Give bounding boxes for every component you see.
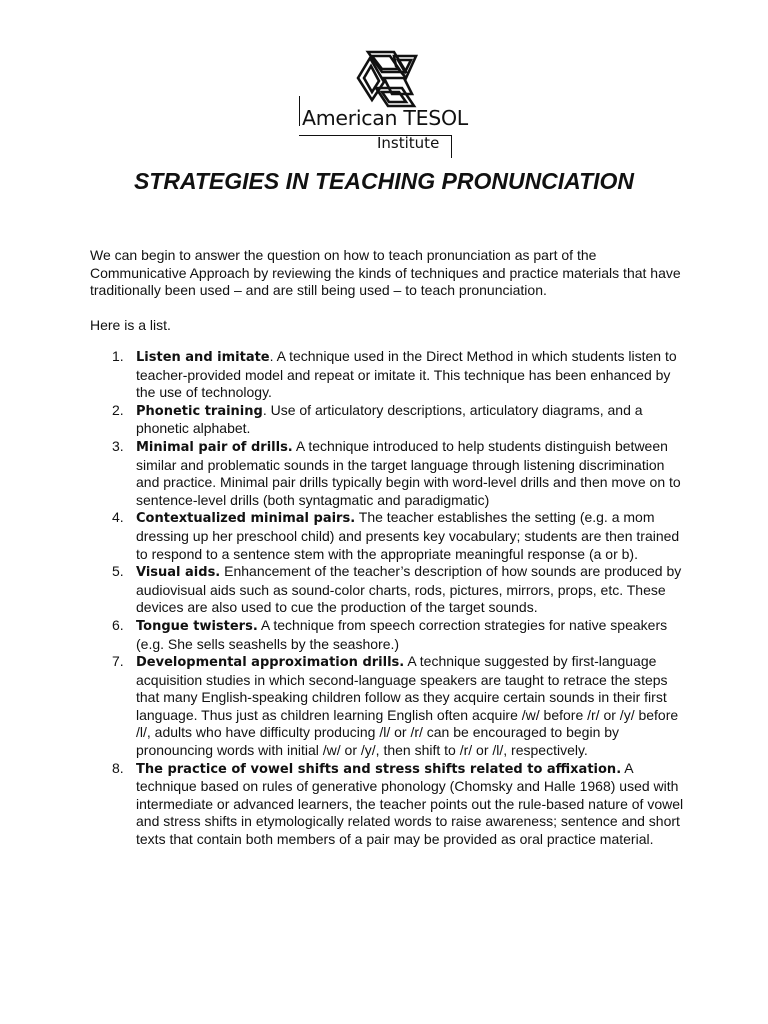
list-lead: Here is a list. bbox=[90, 317, 171, 333]
logo-name: American TESOL bbox=[302, 106, 468, 130]
logo-rule-left bbox=[299, 96, 300, 126]
technique-name: Listen and imitate bbox=[136, 350, 270, 365]
technique-description: A technique based on rules of generative phonology (Chomsky and Halle 1968) used with intermediate or advanced learners, the teacher points out the rule-based nature of vowel and stress shifts in etymologically related words to raise awareness; sentence and short texts that contain both members of a pair may be provided as oral practice material. bbox=[136, 759, 684, 848]
technique-description: The teacher establishes the setting (e.g. a mom dressing up her preschool child) and presents key vocabulary; students are then trained to respond to a sentence stem with the appropriate meaningful response (a or b). bbox=[136, 509, 680, 562]
list-item-number: 8. bbox=[112, 759, 124, 776]
intro-paragraph: We can begin to answer the question on how to teach pronunciation as part of the Communicative Approach by reviewing the kinds of techniques and practice materials that have traditionally been used – and are still being used – to teach pronunciation. bbox=[90, 247, 681, 299]
list-item bbox=[90, 509, 690, 563]
technique-list bbox=[90, 348, 690, 849]
list-item-number: 3. bbox=[112, 437, 124, 454]
list-item-number: 2. bbox=[112, 401, 124, 418]
technique-name: Developmental approximation drills. bbox=[136, 655, 405, 671]
list-item bbox=[90, 348, 690, 402]
list-item-number: 1. bbox=[112, 348, 124, 364]
technique-name: Contextualized minimal pairs. bbox=[136, 511, 356, 527]
technique-name: The practice of vowel shifts and stress shifts related to affixation. bbox=[136, 761, 622, 777]
technique-description: . Use of articulatory descriptions, articulatory diagrams, and a phonetic alphabet. bbox=[136, 401, 643, 437]
list-item-number: 6. bbox=[112, 616, 124, 633]
technique-name: Phonetic training bbox=[136, 403, 263, 419]
technique-description: A technique suggested by first-language acquisition studies in which second-language speakers are taught to retrace the steps that many English-speaking children follow as they acquire certain sounds in their first language. Thus just as children learning English often acquire /w/ before /r/ or /y/ before /l/, adults who have difficulty producing /l/ or /r/ can be encouraged to begin by pronouncing words with initial /w/ or /y/, then shift to /r/ or /l/, respectively. bbox=[136, 653, 679, 759]
list-item bbox=[90, 760, 690, 849]
list-item bbox=[90, 563, 690, 617]
list-item-number: 4. bbox=[112, 509, 124, 526]
american-tesol-logo bbox=[288, 48, 488, 160]
technique-name: Tongue twisters. bbox=[136, 618, 258, 634]
list-item bbox=[90, 438, 690, 509]
list-item-number: 7. bbox=[112, 653, 124, 670]
technique-name: Visual aids. bbox=[136, 565, 221, 581]
list-item bbox=[90, 653, 690, 760]
technique-name: Minimal pair of drills. bbox=[136, 439, 293, 455]
logo-mark-icon bbox=[354, 48, 422, 110]
list-item bbox=[90, 402, 690, 438]
logo-subtitle: Institute bbox=[377, 134, 440, 152]
technique-description: Enhancement of the teacher’s description of how sounds are produced by audiovisual aids such as sound-color charts, rods, pictures, mirrors, props, etc. These devices are also used to cue the production of the target sounds. bbox=[136, 563, 682, 616]
technique-description: . A technique used in the Direct Method in which students listen to teacher-provided model and repeat or imitate it. This technique has been enhanced by the use of technology. bbox=[136, 348, 677, 401]
list-item-number: 5. bbox=[112, 563, 124, 580]
technique-description: A technique from speech correction strategies for native speakers (e.g. She sells seashells by the seashore.) bbox=[136, 616, 668, 652]
list-item bbox=[90, 617, 690, 653]
technique-description: A technique introduced to help students distinguish between similar and problematic sounds in the target language through listening discrimination and practice. Minimal pair drills typically begin with word-level drills and then move on to sentence-level drills (both syntagmatic and paradigmatic) bbox=[136, 437, 681, 508]
logo-rule-right bbox=[451, 136, 452, 158]
document-title: STRATEGIES IN TEACHING PRONUNCIATION bbox=[133, 168, 635, 194]
